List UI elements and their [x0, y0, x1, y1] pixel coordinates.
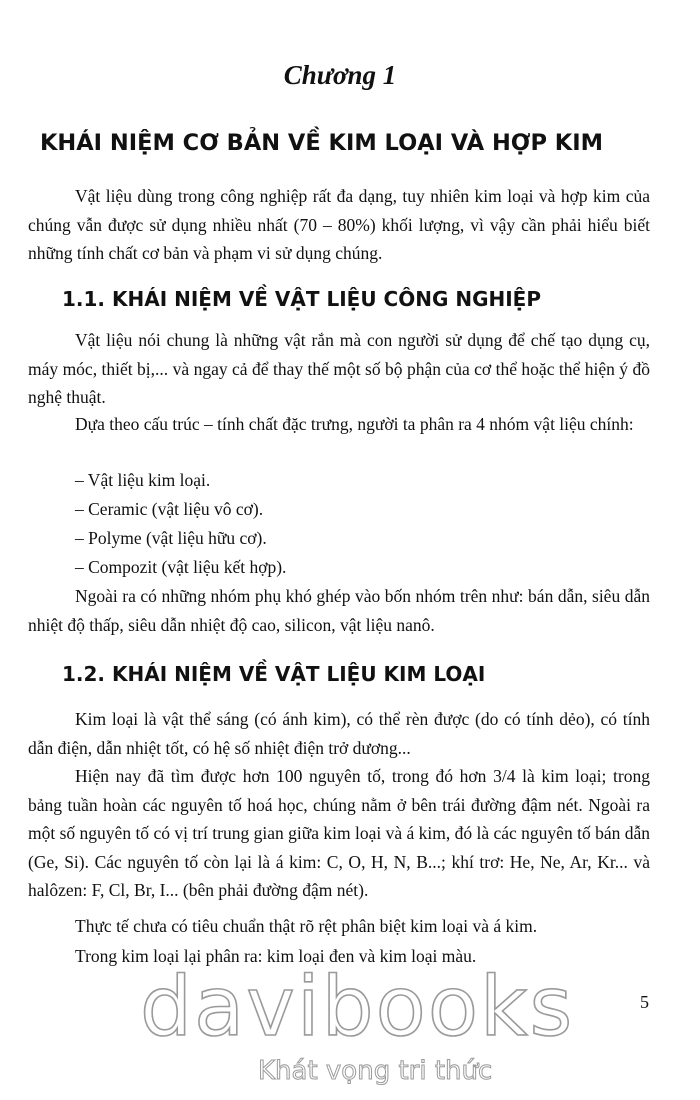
section-1-1-paragraph-2: Dựa theo cấu trúc – tính chất đặc trưng, người ta phân ra 4 nhóm vật liệu chính:	[75, 414, 634, 434]
section-1-2-paragraph-2: Hiện nay đã tìm được hơn 100 nguyên tố, trong đó hơn 3/4 là kim loại; trong bảng tuần hoàn các nguyên tố hoá học, chúng nằm ở bên trái đường đậm nét. Ngoài ra một số nguyên tố có vị trí trung gian giữa kim loại và á kim, đó là các nguyên tố bán dẫn (Ge, Si). Các nguyên tố còn lại là á kim: C, O, H, N, B...; khí trơ: He, Ne, Ar, Kr... và halôzen: F, Cl, Br, I... (bên phải đường đậm nét).	[28, 766, 650, 900]
material-group-item: – Ceramic (vật liệu vô cơ).	[75, 499, 264, 519]
watermark-slogan: Khát vọng tri thức	[258, 1056, 493, 1086]
chapter-label: Chương 1	[283, 60, 397, 90]
intro-paragraph: Vật liệu dùng trong công nghiệp rất đa dạng, tuy nhiên kim loại và hợp kim của chúng vẫn được sử dụng nhiều nhất (70 – 80%) khối lượng, vì vậy cần phải hiểu biết những tính chất cơ bản và phạm vi sử dụng chúng.	[28, 186, 650, 263]
section-heading-1-2: 1.2. KHÁI NIỆM VỀ VẬT LIỆU KIM LOẠI	[62, 662, 486, 686]
material-group-item: – Compozit (vật liệu kết hợp).	[75, 557, 287, 577]
material-group-item: – Vật liệu kim loại.	[75, 470, 211, 490]
section-1-2-paragraph-3: Thực tế chưa có tiêu chuẩn thật rõ rệt phân biệt kim loại và á kim.	[75, 916, 538, 936]
section-1-1-paragraph-3: Ngoài ra có những nhóm phụ khó ghép vào bốn nhóm trên như: bán dẫn, siêu dẫn nhiệt độ thấp, siêu dẫn nhiệt độ cao, silicon, vật liệu nanô.	[28, 586, 650, 635]
material-group-item: – Polyme (vật liệu hữu cơ).	[75, 528, 267, 548]
section-1-2-paragraph-4: Trong kim loại lại phân ra: kim loại đen và kim loại màu.	[75, 946, 477, 966]
section-1-1-paragraph-1: Vật liệu nói chung là những vật rắn mà con người sử dụng để chế tạo dụng cụ, máy móc, thiết bị,... và ngay cả để thay thế một số bộ phận của cơ thể hoặc thể hiện ý đồ nghệ thuật.	[28, 330, 650, 407]
section-heading-1-1: 1.1. KHÁI NIỆM VỀ VẬT LIỆU CÔNG NGHIỆP	[62, 287, 541, 311]
watermark-brand: davibooks	[140, 960, 575, 1055]
page-number: 5	[640, 992, 649, 1012]
section-1-2-paragraph-1: Kim loại là vật thể sáng (có ánh kim), có thể rèn được (do có tính dẻo), có tính dẫn điện, dẫn nhiệt tốt, có hệ số nhiệt điện trở dương...	[28, 709, 650, 758]
chapter-title: KHÁI NIỆM CƠ BẢN VỀ KIM LOẠI VÀ HỢP KIM	[40, 130, 603, 156]
